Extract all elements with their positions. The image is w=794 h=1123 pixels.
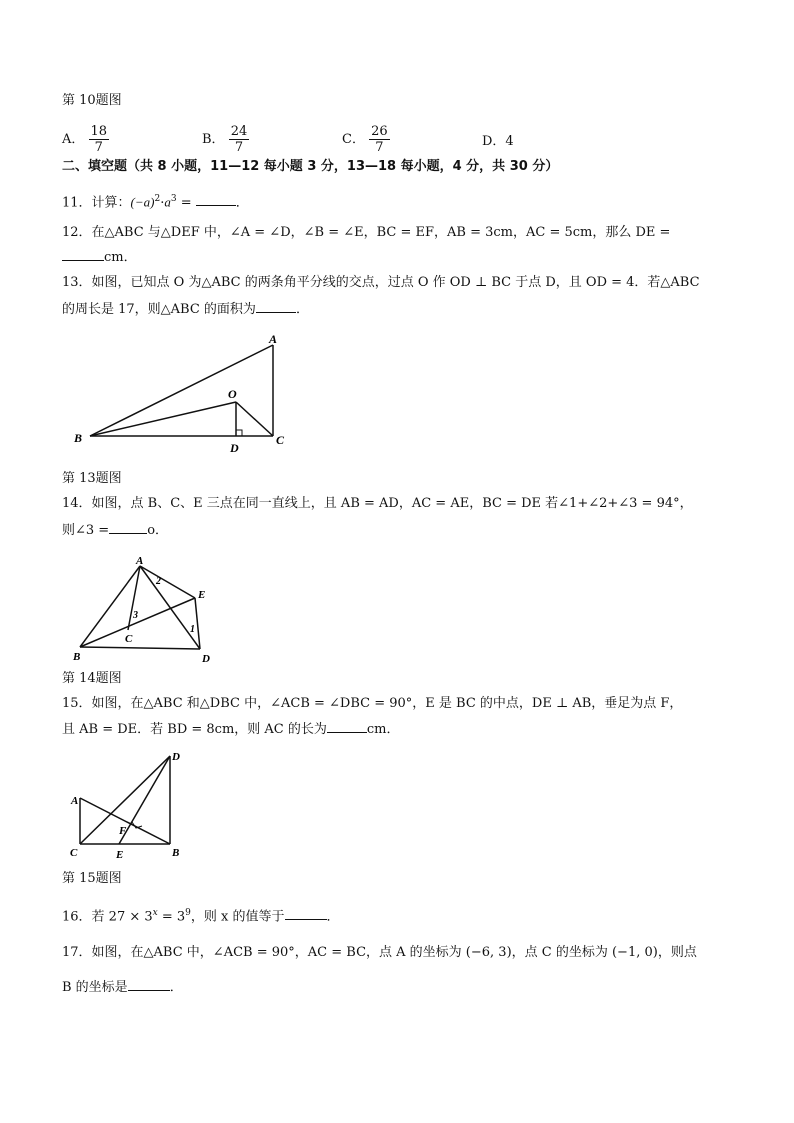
label-c: C bbox=[125, 633, 133, 645]
figure-14 bbox=[70, 552, 230, 666]
label-c: C bbox=[276, 433, 285, 447]
q15-unit: cm． bbox=[366, 722, 400, 737]
denominator: 7 bbox=[375, 140, 384, 155]
question-16 bbox=[62, 904, 340, 926]
label-a: A bbox=[136, 555, 144, 567]
denominator: 7 bbox=[234, 140, 244, 155]
answer-blank[interactable] bbox=[128, 978, 170, 991]
label-b: B bbox=[172, 847, 180, 859]
label-e: E bbox=[116, 849, 124, 861]
question-13-line2 bbox=[62, 300, 309, 319]
label-d: D bbox=[202, 653, 210, 665]
q11-a: a bbox=[164, 194, 171, 210]
q14-text: 则∠3 = bbox=[62, 523, 110, 538]
label-d: D bbox=[230, 441, 239, 455]
question-15-line1: 15．如图，在△ABC 和△DBC 中，∠ACB = ∠DBC = 90°，E 是 BC 的中点，DE ⊥ AB，垂足为点 F， bbox=[62, 696, 683, 711]
question-14-line2 bbox=[62, 521, 168, 540]
question-13-line1: 13．如图，已知点 O 为△ABC 的两条角平分线的交点，过点 O 作 OD ⊥ BC 于点 D，且 OD = 4．若△ABC bbox=[62, 275, 700, 290]
q11-expr: (−a) bbox=[130, 194, 155, 210]
q11-eq: = bbox=[176, 195, 196, 211]
option-c bbox=[342, 124, 390, 155]
q11-end: ． bbox=[235, 195, 249, 211]
option-a bbox=[62, 124, 109, 155]
figure-13 bbox=[70, 330, 300, 460]
option-label: B． bbox=[202, 132, 225, 147]
q11-dot: · bbox=[160, 195, 165, 211]
fraction bbox=[369, 124, 390, 155]
label-angle-2: 2 bbox=[156, 576, 161, 587]
fig14-caption: 第 14题图 bbox=[62, 671, 122, 686]
answer-blank[interactable] bbox=[62, 248, 104, 261]
q11-prefix: 11．计算： bbox=[62, 195, 131, 211]
q10-options bbox=[62, 114, 762, 154]
q16-exp: 9 bbox=[185, 908, 191, 918]
numerator: 26 bbox=[371, 124, 388, 139]
q12-unit: cm． bbox=[104, 250, 137, 265]
label-d: D bbox=[172, 751, 180, 763]
q15-text: 且 AB = DE．若 BD = 8cm，则 AC 的长为 bbox=[62, 722, 327, 737]
question-12-line2 bbox=[62, 248, 137, 267]
option-label: C． bbox=[342, 132, 365, 147]
label-b: B bbox=[73, 651, 81, 663]
section-title: 二、填空题（共 8 小题，11—12 每小题 3 分，13—18 每小题，4 分，共 30 分） bbox=[62, 159, 559, 174]
q16-expr: 16．若 27 × 3 bbox=[62, 909, 153, 925]
answer-blank[interactable] bbox=[327, 720, 367, 733]
q16-eq: = 3 bbox=[157, 909, 186, 925]
question-17-line2 bbox=[62, 978, 183, 997]
q17-text: B 的坐标是 bbox=[62, 980, 128, 995]
numerator: 24 bbox=[230, 124, 248, 139]
label-o: O bbox=[228, 387, 237, 401]
question-11 bbox=[62, 190, 249, 212]
fraction bbox=[89, 124, 110, 155]
q13-text: 的周长是 17，则△ABC 的面积为 bbox=[62, 302, 256, 317]
answer-blank[interactable] bbox=[109, 521, 147, 534]
q14-end: o． bbox=[147, 523, 169, 538]
label-c: C bbox=[70, 847, 78, 859]
q16-exp: x bbox=[152, 908, 158, 918]
label-e: E bbox=[198, 589, 206, 601]
q17-end: ． bbox=[169, 980, 183, 995]
denominator: 7 bbox=[94, 140, 103, 155]
figure-15 bbox=[66, 748, 196, 862]
option-b bbox=[202, 124, 249, 155]
fig10-caption: 第 10题图 bbox=[62, 93, 122, 108]
question-12-line1: 12．在△ABC 与△DEF 中，∠A = ∠D，∠B = ∠E，BC = EF，AB = 3cm，AC = 5cm，那么 DE = bbox=[62, 225, 671, 240]
numerator: 18 bbox=[90, 124, 108, 139]
question-14-line1: 14．如图，点 B、C、E 三点在同一直线上，且 AB = AD，AC = AE，BC = DE 若∠1+∠2+∠3 = 94°， bbox=[62, 496, 693, 511]
label-angle-3: 3 bbox=[133, 610, 138, 621]
q16-end: ． bbox=[326, 909, 340, 925]
question-15-line2 bbox=[62, 720, 400, 739]
fig13-caption: 第 13题图 bbox=[62, 471, 122, 486]
label-b: B bbox=[74, 431, 83, 445]
answer-blank[interactable] bbox=[256, 300, 296, 313]
question-17-line1: 17．如图，在△ABC 中，∠ACB = 90°，AC = BC，点 A 的坐标为 (−6, 3)，点 C 的坐标为 (−1, 0)，则点 bbox=[62, 945, 697, 960]
fraction bbox=[229, 124, 250, 155]
q11-exp: 3 bbox=[170, 194, 177, 204]
label-f: F bbox=[119, 825, 127, 837]
label-angle-1: 1 bbox=[190, 624, 195, 635]
label-a: A bbox=[269, 332, 278, 346]
q11-exp: 2 bbox=[154, 194, 161, 204]
label-a: A bbox=[71, 795, 79, 807]
option-label: A． bbox=[62, 132, 85, 147]
q13-end: ． bbox=[295, 302, 309, 317]
q16-text: ，则 x 的值等于 bbox=[190, 909, 285, 925]
fig15-caption: 第 15题图 bbox=[62, 871, 122, 886]
option-d: D．4 bbox=[482, 134, 514, 149]
answer-blank[interactable] bbox=[285, 907, 327, 920]
answer-blank[interactable] bbox=[196, 193, 236, 206]
